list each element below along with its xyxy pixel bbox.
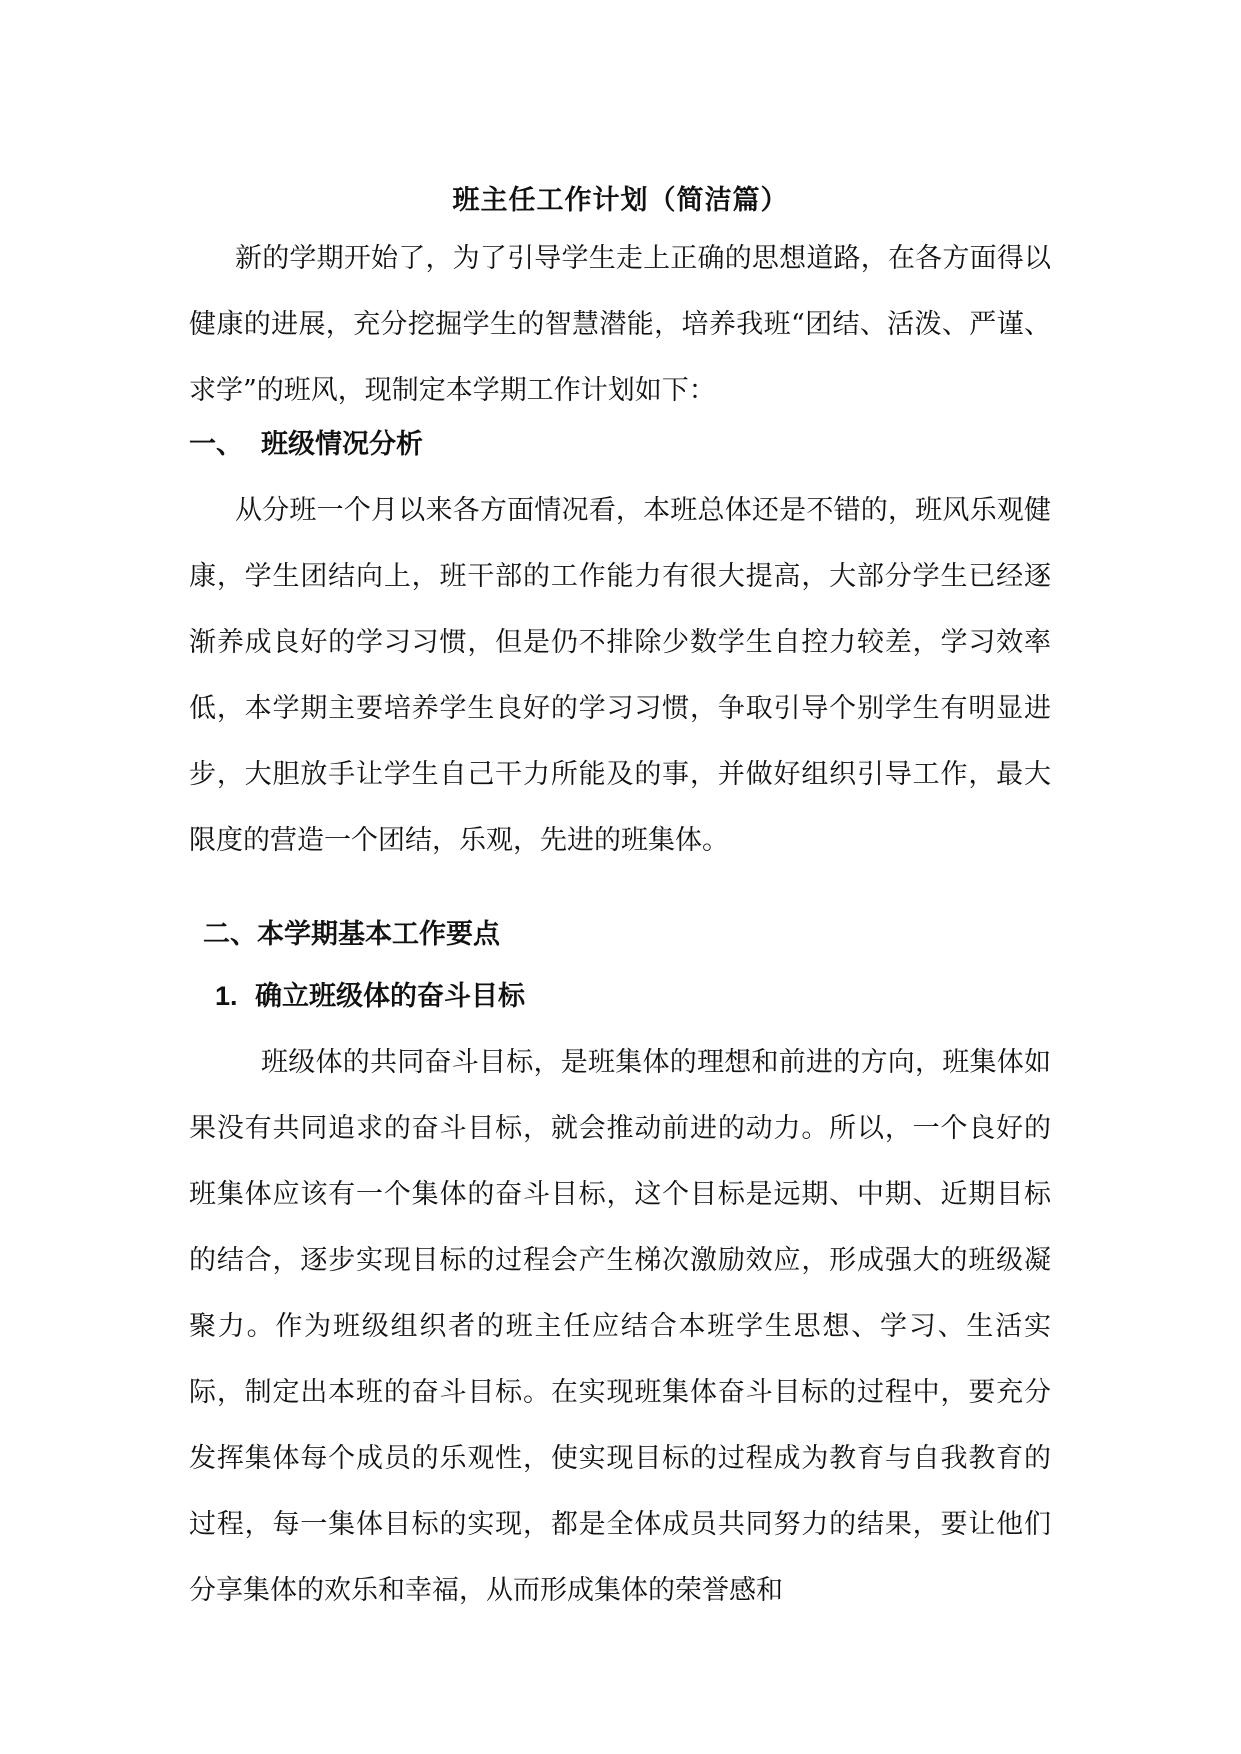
item-1-heading	[215, 976, 525, 1017]
item-1-title: 确立班级体的奋斗目标	[255, 981, 525, 1012]
intro-paragraph: 新的学期开始了，为了引导学生走上正确的思想道路，在各方面得以健康的进展，充分挖掘学生的智慧潜能，培养我班“团结、活泼、严谨、求学”的班风，现制定本学期工作计划如下：	[189, 243, 1051, 406]
section-1-body: 从分班一个月以来各方面情况看，本班总体还是不错的，班风乐观健康，学生团结向上，班干部的工作能力有很大提高，大部分学生已经逐渐养成良好的学习习惯，但是仍不排除少数学生自控力较差，学习效率低，本学期主要培养学生良好的学习习惯，争取引导个别学生有明显进步，大胆放手让学生自己干力所能及的事，并做好组织引导工作，最大限度的营造一个团结，乐观，先进的班集体。	[189, 495, 1051, 856]
section-1-number: 一、	[189, 429, 243, 460]
document-title: 班主任工作计划（简洁篇）	[452, 185, 789, 217]
item-1-body: 班级体的共同奋斗目标，是班集体的理想和前进的方向，班集体如果没有共同追求的奋斗目标，就会推动前进的动力。所以，一个良好的班集体应该有一个集体的奋斗目标，这个目标是远期、中期、近期目标的结合，逐步实现目标的过程会产生梯次激励效应，形成强大的班级凝聚力。作为班级组织者的班主任应结合本班学生思想、学习、生活实际，制定出本班的奋斗目标。在实现班集体奋斗目标的过程中，要充分发挥集体每个成员的乐观性，使实现目标的过程成为教育与自我教育的过程，每一集体目标的实现，都是全体成员共同努力的结果，要让他们分享集体的欢乐和幸福，从而形成集体的荣誉感和	[189, 1047, 1051, 1606]
item-1-number: 1.	[215, 981, 238, 1011]
section-1-title: 班级情况分析	[261, 429, 423, 460]
section-1-heading	[189, 425, 423, 465]
section-2-heading: 二、本学期基本工作要点	[203, 919, 500, 950]
